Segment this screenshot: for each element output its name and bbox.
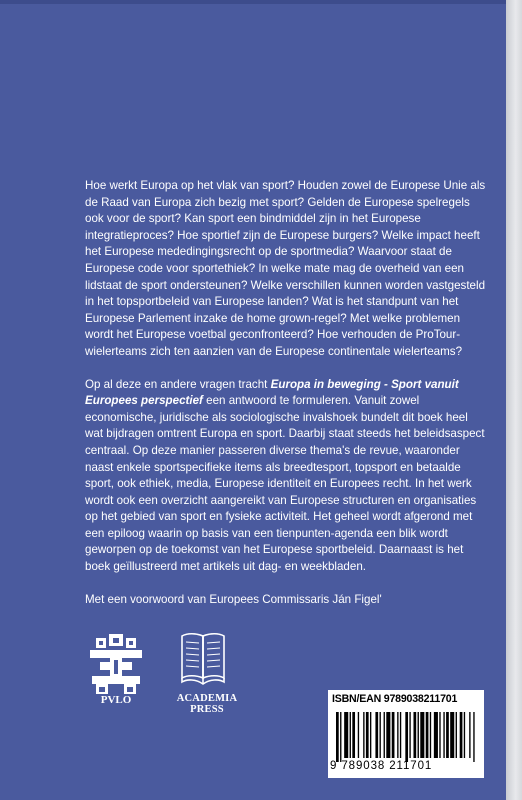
barcode-digits: 9 789038 211701	[330, 760, 433, 772]
intro-paragraph: Hoe werkt Europa op het vlak van sport? Houden zowel de Europese Unie als de Raad van Europa zich bezig met sport? Gelden de Europese spelregels ook voor de sport? Kan sport een bindmiddel zijn in het Europese integratieproces? Hoe sportief zijn de Europese burgers? Welke impact heeft het Europese mededingingsrecht op de sportmedia? Waarvoor staat de Europese code voor sportethiek? In welke mate mag de overheid van een lidstaat de sport ondersteunen? Welke verschillen kunnen worden vastgesteld in het topsportbeleid van Europese landen? Wat is het standpunt van het Europese Parlement inzake de home grown-regel? Met welke problemen wordt het Europese voetbal geconfronteerd? Hoe verhouden de ProTour-wielerteams zich ten aanzien van de Europese continentale wielerteams?	[85, 179, 486, 358]
isbn-label: ISBN/EAN 9789038211701	[332, 693, 458, 705]
page-edge	[506, 0, 522, 800]
cover-top-edge	[0, 0, 506, 4]
pvlo-logo-icon	[86, 632, 146, 702]
body-lead: Op al deze en andere vragen tracht	[85, 377, 271, 391]
foreword-note: Met een voorwoord van Europees Commissaris Ján Figel'	[85, 592, 382, 606]
body-rest: een antwoord te formuleren. Vanuit zowel economische, juridische als sociologische invalshoek bundelt dit boek heel wat bijdragen omtrent Europa en sport. Daarbij staat steeds het beleidsaspect centraal. Op deze manier passeren diverse thema's de revue, waaronder naast enkele sportspecifieke items als breedtesport, topsport en betaalde sport, ook ethiek, media, Europese identiteit en Europees recht. In het werk wordt ook een overzicht aangereikt van Europese structuren en organisaties op het gebied van sport en fysieke activiteit. Het geheel wordt afgerond met een epiloog waarin op basis van een tienpunten-agenda een blik wordt geworpen op de toekomst van het Europese sportbeleid. Daarnaast is het boek geïllustreerd met artikels uit dag- en weekbladen.	[85, 394, 485, 574]
body-paragraph	[85, 377, 487, 576]
pvlo-label: PVLO	[100, 694, 132, 706]
book-title: Europa in beweging - Sport vanuit Europees perspectief	[85, 377, 459, 408]
barcode-icon	[336, 712, 476, 762]
academia-press-label: ACADEMIA PRESS	[176, 693, 238, 715]
isbn-sticker	[328, 690, 484, 778]
blurb	[85, 178, 487, 624]
academia-press-book-icon	[178, 630, 228, 688]
